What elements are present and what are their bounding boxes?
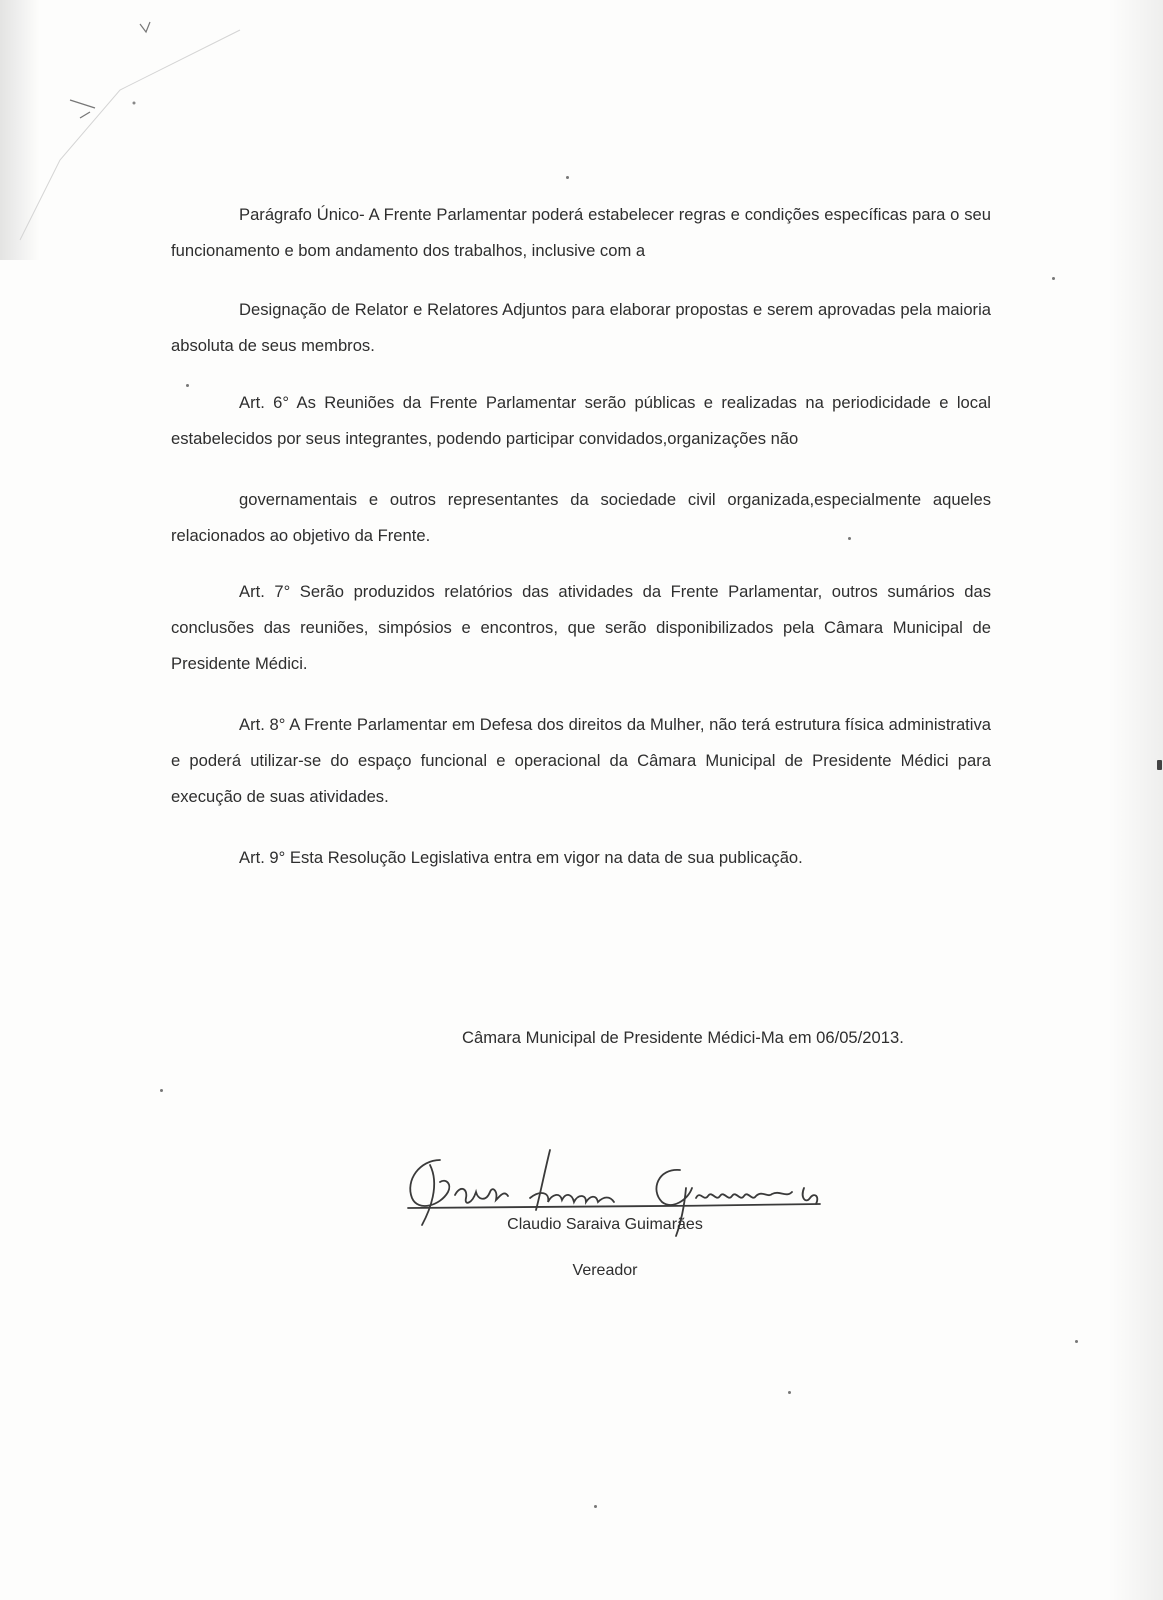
- art-8: Art. 8° A Frente Parlamentar em Defesa dos direitos da Mulher, não terá estrutura física administrativa e poderá utilizar-se do espaço funcional e operacional da Câmara Municipal de Presidente Médici para execução de suas atividades.: [171, 715, 991, 806]
- scan-shadow: [1108, 0, 1163, 1600]
- signer-role: Vereador: [572, 1262, 638, 1279]
- place-date: Câmara Municipal de Presidente Médici-Ma em 06/05/2013.: [462, 1028, 904, 1047]
- art-6: Art. 6° As Reuniões da Frente Parlamentar serão públicas e realizadas na periodicidade e local estabelecidos por seus integrantes, podendo participar convidados,organizações não: [171, 393, 991, 448]
- art-6-continuation: governamentais e outros representantes da sociedade civil organizada,especialmente aqueles relacionados ao objetivo da Frente.: [171, 490, 991, 545]
- art-9: Art. 9° Esta Resolução Legislativa entra em vigor na data de sua publicação.: [239, 848, 803, 867]
- paragrafo-relator: Designação de Relator e Relatores Adjuntos para elaborar propostas e serem aprovadas pela maioria absoluta de seus membros.: [171, 300, 991, 355]
- paragrafo-unico: Parágrafo Único- A Frente Parlamentar poderá estabelecer regras e condições específicas para o seu funcionamento e bom andamento dos trabalhos, inclusive com a: [171, 205, 991, 260]
- art-7: Art. 7° Serão produzidos relatórios das atividades da Frente Parlamentar, outros sumários das conclusões das reuniões, simpósios e encontros, que serão disponibilizados pela Câmara Municipal de Presidente Médici.: [171, 582, 991, 673]
- signer-name: Claudio Saraiva Guimarães: [507, 1216, 703, 1233]
